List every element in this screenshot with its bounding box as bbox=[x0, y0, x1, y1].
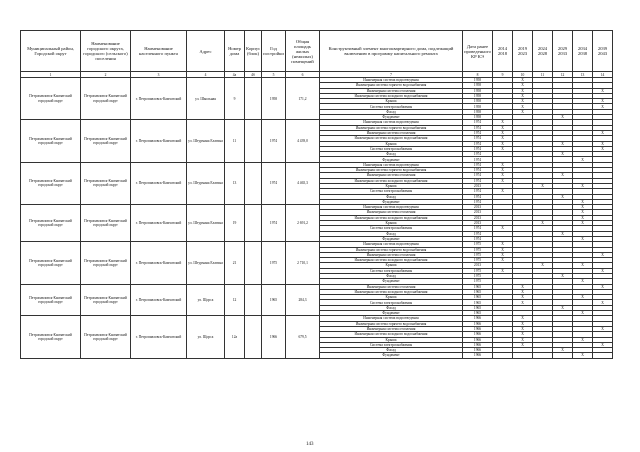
area-cell: 679,5 bbox=[286, 316, 320, 358]
period-mark-cell: X bbox=[593, 104, 613, 109]
period-mark-cell: X bbox=[513, 104, 533, 109]
register-sheet bbox=[20, 30, 613, 359]
period-mark-cell: X bbox=[593, 252, 613, 257]
period-mark-cell: X bbox=[513, 284, 533, 289]
settlement-cell: Петропавловск-Камчатский городской округ bbox=[81, 120, 131, 162]
district-cell: Петропавловск-Камчатский городской округ bbox=[21, 120, 81, 162]
structural-element-cell: Фасад bbox=[320, 348, 463, 353]
previous-repair-date-cell: 1958 bbox=[463, 99, 493, 104]
structural-element-cell: Инженерная система отопления bbox=[320, 88, 463, 93]
previous-repair-date-cell: 1974 bbox=[463, 125, 493, 130]
period-mark-cell: X bbox=[513, 316, 533, 321]
house-number-cell: 19 bbox=[225, 205, 245, 242]
period-mark-cell: X bbox=[493, 247, 513, 252]
period-mark-cell: X bbox=[513, 295, 533, 300]
structural-element-cell: Инженерная система водоотведения bbox=[320, 78, 463, 83]
build-year-cell: 1974 bbox=[262, 120, 286, 162]
col-index: 12 bbox=[553, 72, 573, 78]
address-cell: ул. Штурмана Елагина bbox=[187, 242, 225, 284]
previous-repair-date-cell: 1966 bbox=[463, 353, 493, 358]
col-index: 4б bbox=[245, 72, 262, 78]
build-year-cell: 1958 bbox=[262, 78, 286, 120]
structural-element-cell: Фасад bbox=[320, 305, 463, 310]
col-settlement-header: Наименование городского округа, городского (сельского) поселения bbox=[81, 31, 131, 72]
previous-repair-date-cell: 1974 bbox=[463, 162, 493, 167]
settlement-cell: Петропавловск-Камчатский городской округ bbox=[81, 242, 131, 284]
structural-element-cell: Крыша bbox=[320, 99, 463, 104]
building-cell bbox=[245, 78, 262, 120]
previous-repair-date-cell: 1974 bbox=[463, 194, 493, 199]
previous-repair-date-cell: 1965 bbox=[463, 289, 493, 294]
previous-repair-date-cell: 1974 bbox=[463, 199, 493, 204]
previous-repair-date-cell: 1958 bbox=[463, 104, 493, 109]
col-index: 1 bbox=[21, 72, 81, 78]
settlement-cell: Петропавловск-Камчатский городской округ bbox=[81, 284, 131, 316]
area-cell: 284,3 bbox=[286, 284, 320, 316]
table-row bbox=[21, 284, 613, 289]
structural-element-cell: Крыша bbox=[320, 221, 463, 226]
period-mark-cell: X bbox=[573, 295, 593, 300]
previous-repair-date-cell: 1966 bbox=[463, 321, 493, 326]
structural-element-cell: Система электроснабжения bbox=[320, 268, 463, 273]
period-mark-cell: X bbox=[493, 168, 513, 173]
structural-element-cell: Крыша bbox=[320, 295, 463, 300]
period-mark-cell: X bbox=[573, 279, 593, 284]
period-mark-cell: X bbox=[573, 236, 593, 241]
previous-repair-date-cell: 2013 bbox=[463, 263, 493, 268]
previous-repair-date-cell: 2013 bbox=[463, 215, 493, 220]
col-district-header: Муниципальный район, Городской округ bbox=[21, 31, 81, 72]
settlement-cell: Петропавловск-Камчатский городской округ bbox=[81, 78, 131, 120]
period-mark-cell: X bbox=[513, 321, 533, 326]
col-index: 14 bbox=[593, 72, 613, 78]
area-cell: 2 691,2 bbox=[286, 205, 320, 242]
period-mark-cell: X bbox=[573, 183, 593, 188]
area-cell: 171,2 bbox=[286, 78, 320, 120]
period-mark-cell: X bbox=[513, 342, 533, 347]
structural-element-cell: Инженерная система водоотведения bbox=[320, 162, 463, 167]
page-number: 143 bbox=[306, 442, 314, 447]
settlement-cell: Петропавловск-Камчатский городской округ bbox=[81, 162, 131, 204]
period-mark-cell: X bbox=[593, 146, 613, 151]
area-cell: 4 465,3 bbox=[286, 162, 320, 204]
col-index: 6 bbox=[286, 72, 320, 78]
previous-repair-date-cell: 1965 bbox=[463, 305, 493, 310]
structural-element-cell: Инженерная система водоотведения bbox=[320, 242, 463, 247]
previous-repair-date-cell: 1975 bbox=[463, 279, 493, 284]
period-mark-cell: X bbox=[513, 337, 533, 342]
previous-repair-date-cell: 1975 bbox=[463, 268, 493, 273]
structural-element-cell: Инженерная система холодного водоснабжения bbox=[320, 258, 463, 263]
structural-element-cell: Инженерная система отопления bbox=[320, 130, 463, 135]
col-index: 9 bbox=[493, 72, 513, 78]
period-mark-cell: X bbox=[593, 342, 613, 347]
period-mark-cell: X bbox=[593, 284, 613, 289]
previous-repair-date-cell: 1966 bbox=[463, 326, 493, 331]
col-period-header: 2029 2033 bbox=[553, 31, 573, 72]
col-locality-header: Наименование населенного пункта bbox=[131, 31, 187, 72]
previous-repair-date-cell: 2013 bbox=[463, 221, 493, 226]
previous-repair-date-cell: 1974 bbox=[463, 120, 493, 125]
structural-element-cell: Фундамент bbox=[320, 279, 463, 284]
col-address-header: Адрес bbox=[187, 31, 225, 72]
period-mark-cell: X bbox=[573, 353, 593, 358]
house-number-cell: 12а bbox=[225, 316, 245, 358]
previous-repair-date-cell: 1974 bbox=[463, 173, 493, 178]
structural-element-cell: Инженерная система отопления bbox=[320, 326, 463, 331]
col-area-header: Общая площадь жилых (нежилых) помещений bbox=[286, 31, 320, 72]
previous-repair-date-cell: 1966 bbox=[463, 342, 493, 347]
structural-element-cell: Крыша bbox=[320, 141, 463, 146]
structural-element-cell: Инженерная система отопления bbox=[320, 210, 463, 215]
period-mark-cell: X bbox=[493, 258, 513, 263]
previous-repair-date-cell: 1975 bbox=[463, 258, 493, 263]
period-mark-cell: X bbox=[493, 141, 513, 146]
structural-element-cell: Инженерная система горячего водоснабжения bbox=[320, 247, 463, 252]
previous-repair-date-cell: 1974 bbox=[463, 157, 493, 162]
col-house-header: Номер дома bbox=[225, 31, 245, 72]
area-cell: 2 710,1 bbox=[286, 242, 320, 284]
locality-cell: г. Петропавловск-Камчатский bbox=[131, 242, 187, 284]
previous-repair-date-cell: 1974 bbox=[463, 168, 493, 173]
house-number-cell: 21 bbox=[225, 242, 245, 284]
address-cell: ул. Штурмана Елагина bbox=[187, 120, 225, 162]
previous-repair-date-cell: 1974 bbox=[463, 231, 493, 236]
period-mark-cell: X bbox=[593, 268, 613, 273]
previous-repair-date-cell: 1965 bbox=[463, 300, 493, 305]
structural-element-cell: Инженерная система горячего водоснабжения bbox=[320, 168, 463, 173]
period-mark-cell: X bbox=[533, 183, 553, 188]
period-mark-cell: X bbox=[493, 242, 513, 247]
col-index: 10 bbox=[513, 72, 533, 78]
building-cell bbox=[245, 120, 262, 162]
structural-element-cell: Система электроснабжения bbox=[320, 300, 463, 305]
period-mark-cell: X bbox=[493, 120, 513, 125]
period-mark-cell: X bbox=[493, 130, 513, 135]
structural-element-cell: Инженерная система водоотведения bbox=[320, 316, 463, 321]
address-cell: ул. Штурмана Елагина bbox=[187, 162, 225, 204]
period-mark-cell: X bbox=[593, 99, 613, 104]
period-mark-cell: X bbox=[493, 226, 513, 231]
period-mark-cell: X bbox=[493, 173, 513, 178]
structural-element-cell: Фасад bbox=[320, 231, 463, 236]
col-period-header: 2014 2018 bbox=[493, 31, 513, 72]
period-mark-cell: X bbox=[513, 78, 533, 83]
period-mark-cell: X bbox=[493, 189, 513, 194]
district-cell: Петропавловск-Камчатский городской округ bbox=[21, 205, 81, 242]
period-mark-cell: X bbox=[513, 326, 533, 331]
structural-element-cell: Крыша bbox=[320, 337, 463, 342]
col-year-header: Год постройки bbox=[262, 31, 286, 72]
col-period-header: 2034 2038 bbox=[573, 31, 593, 72]
period-mark-cell bbox=[493, 353, 513, 358]
previous-repair-date-cell: 1974 bbox=[463, 189, 493, 194]
previous-repair-date-cell: 1974 bbox=[463, 226, 493, 231]
previous-repair-date-cell: 2013 bbox=[463, 210, 493, 215]
period-mark-cell: X bbox=[573, 157, 593, 162]
period-mark-cell: X bbox=[593, 130, 613, 135]
period-mark-cell: X bbox=[493, 125, 513, 130]
previous-repair-date-cell: 1958 bbox=[463, 115, 493, 120]
col-date-header: Дата ранее проведенного КР КЭ bbox=[463, 31, 493, 72]
period-mark-cell: X bbox=[553, 115, 573, 120]
period-mark-cell: X bbox=[513, 83, 533, 88]
period-mark-cell: X bbox=[553, 305, 573, 310]
build-year-cell: 1966 bbox=[262, 316, 286, 358]
structural-element-cell: Инженерная система отопления bbox=[320, 252, 463, 257]
col-index: 5 bbox=[262, 72, 286, 78]
structural-element-cell: Инженерная система холодного водоснабжения bbox=[320, 215, 463, 220]
structural-element-cell: Фундамент bbox=[320, 236, 463, 241]
district-cell: Петропавловск-Камчатский городской округ bbox=[21, 162, 81, 204]
build-year-cell: 1974 bbox=[262, 205, 286, 242]
period-mark-cell bbox=[553, 353, 573, 358]
period-mark-cell: X bbox=[513, 88, 533, 93]
table-row bbox=[21, 78, 613, 83]
structural-element-cell: Крыша bbox=[320, 183, 463, 188]
structural-element-cell: Инженерная система отопления bbox=[320, 284, 463, 289]
previous-repair-date-cell: 1958 bbox=[463, 109, 493, 114]
settlement-cell: Петропавловск-Камчатский городской округ bbox=[81, 205, 131, 242]
period-mark-cell: X bbox=[553, 231, 573, 236]
previous-repair-date-cell: 1974 bbox=[463, 152, 493, 157]
structural-element-cell: Фасад bbox=[320, 273, 463, 278]
period-mark-cell: X bbox=[513, 289, 533, 294]
period-mark-cell bbox=[513, 353, 533, 358]
period-mark-cell: X bbox=[553, 273, 573, 278]
structural-element-cell: Инженерная система водоотведения bbox=[320, 205, 463, 210]
building-cell bbox=[245, 242, 262, 284]
period-mark-cell: X bbox=[513, 332, 533, 337]
period-mark-cell: X bbox=[573, 210, 593, 215]
col-building-header: Корпус (блок) bbox=[245, 31, 262, 72]
house-number-cell: 12 bbox=[225, 284, 245, 316]
structural-element-cell: Фундамент bbox=[320, 199, 463, 204]
building-cell bbox=[245, 205, 262, 242]
locality-cell: г. Петропавловск-Камчатский bbox=[131, 284, 187, 316]
structural-element-cell: Система электроснабжения bbox=[320, 226, 463, 231]
structural-element-cell: Фасад bbox=[320, 152, 463, 157]
locality-cell: г. Петропавловск-Камчатский bbox=[131, 120, 187, 162]
period-mark-cell: X bbox=[573, 205, 593, 210]
col-index: 13 bbox=[573, 72, 593, 78]
period-mark-cell: X bbox=[593, 141, 613, 146]
period-mark-cell: X bbox=[493, 162, 513, 167]
previous-repair-date-cell: 1966 bbox=[463, 348, 493, 353]
address-cell: ул. Штурмана Елагина bbox=[187, 205, 225, 242]
col-period-header: 2019 2023 bbox=[513, 31, 533, 72]
district-cell: Петропавловск-Камчатский городской округ bbox=[21, 242, 81, 284]
structural-element-cell: Фасад bbox=[320, 194, 463, 199]
district-cell: Петропавловск-Камчатский городской округ bbox=[21, 316, 81, 358]
period-mark-cell: X bbox=[513, 99, 533, 104]
district-cell: Петропавловск-Камчатский городской округ bbox=[21, 284, 81, 316]
period-mark-cell: X bbox=[533, 263, 553, 268]
previous-repair-date-cell: 1974 bbox=[463, 236, 493, 241]
previous-repair-date-cell: 1965 bbox=[463, 295, 493, 300]
previous-repair-date-cell: 1975 bbox=[463, 273, 493, 278]
structural-element-cell: Инженерная система горячего водоснабжения bbox=[320, 125, 463, 130]
address-cell: ул. Щорса bbox=[187, 316, 225, 358]
previous-repair-date-cell: 1974 bbox=[463, 141, 493, 146]
col-element-header: Конструктивный элемент многоквартирного дома, подлежащий включению в программу капитального ремонта bbox=[320, 31, 463, 72]
structural-element-cell: Система электроснабжения bbox=[320, 342, 463, 347]
house-number-cell: 11 bbox=[225, 120, 245, 162]
previous-repair-date-cell: 2013 bbox=[463, 205, 493, 210]
previous-repair-date-cell: 1974 bbox=[463, 178, 493, 183]
period-mark-cell: X bbox=[593, 88, 613, 93]
locality-cell: г. Петропавловск-Камчатский bbox=[131, 316, 187, 358]
period-mark-cell: X bbox=[573, 215, 593, 220]
structural-element-cell: Инженерная система горячего водоснабжения bbox=[320, 83, 463, 88]
settlement-cell: Петропавловск-Камчатский городской округ bbox=[81, 316, 131, 358]
previous-repair-date-cell: 1974 bbox=[463, 136, 493, 141]
house-number-cell: 9 bbox=[225, 78, 245, 120]
address-cell: ул. Школьная bbox=[187, 78, 225, 120]
building-cell bbox=[245, 162, 262, 204]
build-year-cell: 1975 bbox=[262, 242, 286, 284]
period-mark-cell: X bbox=[493, 178, 513, 183]
structural-element-cell: Фундамент bbox=[320, 157, 463, 162]
col-period-header: 2039 2043 bbox=[593, 31, 613, 72]
period-mark-cell: X bbox=[573, 263, 593, 268]
previous-repair-date-cell: 1965 bbox=[463, 311, 493, 316]
table-row bbox=[21, 316, 613, 321]
structural-element-cell: Крыша bbox=[320, 263, 463, 268]
period-mark-cell: X bbox=[573, 199, 593, 204]
table-body bbox=[21, 78, 613, 359]
period-mark-cell: X bbox=[553, 173, 573, 178]
locality-cell: г. Петропавловск-Камчатский bbox=[131, 78, 187, 120]
period-mark-cell: X bbox=[493, 252, 513, 257]
previous-repair-date-cell: 1965 bbox=[463, 284, 493, 289]
locality-cell: г. Петропавловск-Камчатский bbox=[131, 162, 187, 204]
building-cell bbox=[245, 284, 262, 316]
period-mark-cell: X bbox=[593, 300, 613, 305]
period-mark-cell: X bbox=[513, 300, 533, 305]
area-cell: 4 439,0 bbox=[286, 120, 320, 162]
period-mark-cell: X bbox=[533, 221, 553, 226]
previous-repair-date-cell: 1958 bbox=[463, 83, 493, 88]
structural-element-cell: Система электроснабжения bbox=[320, 189, 463, 194]
period-mark-cell bbox=[593, 353, 613, 358]
period-mark-cell: X bbox=[493, 146, 513, 151]
structural-element-cell: Инженерная система холодного водоснабжения bbox=[320, 289, 463, 294]
col-period-header: 2024 2028 bbox=[533, 31, 553, 72]
structural-element-cell: Инженерная система холодного водоснабжения bbox=[320, 178, 463, 183]
previous-repair-date-cell: 1975 bbox=[463, 252, 493, 257]
period-mark-cell: X bbox=[553, 141, 573, 146]
col-index: 4a bbox=[225, 72, 245, 78]
period-mark-cell: X bbox=[553, 152, 573, 157]
previous-repair-date-cell: 1966 bbox=[463, 332, 493, 337]
period-mark-cell: X bbox=[553, 194, 573, 199]
period-mark-cell: X bbox=[513, 109, 533, 114]
structural-element-cell: Инженерная система холодного водоснабжения bbox=[320, 332, 463, 337]
district-cell: Петропавловск-Камчатский городской округ bbox=[21, 78, 81, 120]
header-row bbox=[21, 31, 613, 72]
structural-element-cell: Инженерная система водоотведения bbox=[320, 120, 463, 125]
previous-repair-date-cell: 1975 bbox=[463, 242, 493, 247]
structural-element-cell: Инженерная система отопления bbox=[320, 173, 463, 178]
col-index: 8 bbox=[463, 72, 493, 78]
structural-element-cell: Система электроснабжения bbox=[320, 104, 463, 109]
previous-repair-date-cell: 1966 bbox=[463, 337, 493, 342]
col-index: 4 bbox=[187, 72, 225, 78]
structural-element-cell: Фундамент bbox=[320, 311, 463, 316]
structural-element-cell: Фундамент bbox=[320, 115, 463, 120]
previous-repair-date-cell: 1958 bbox=[463, 93, 493, 98]
period-mark-cell: X bbox=[573, 311, 593, 316]
period-mark-cell: X bbox=[593, 326, 613, 331]
structural-element-cell: Система электроснабжения bbox=[320, 146, 463, 151]
period-mark-cell: X bbox=[513, 93, 533, 98]
structural-element-cell: Инженерная система горячего водоснабжения bbox=[320, 321, 463, 326]
period-mark-cell: X bbox=[493, 136, 513, 141]
previous-repair-date-cell: 1966 bbox=[463, 316, 493, 321]
col-index: 7 bbox=[320, 72, 463, 78]
previous-repair-date-cell: 1958 bbox=[463, 88, 493, 93]
building-cell bbox=[245, 316, 262, 358]
previous-repair-date-cell: 1974 bbox=[463, 130, 493, 135]
col-index: 11 bbox=[533, 72, 553, 78]
repair-program-table bbox=[20, 30, 613, 359]
period-mark-cell: X bbox=[493, 268, 513, 273]
col-index: 2 bbox=[81, 72, 131, 78]
period-mark-cell bbox=[533, 353, 553, 358]
locality-cell: г. Петропавловск-Камчатский bbox=[131, 205, 187, 242]
structural-element-cell: Фасад bbox=[320, 109, 463, 114]
period-mark-cell: X bbox=[573, 337, 593, 342]
address-cell: ул. Щорса bbox=[187, 284, 225, 316]
structural-element-cell: Фундамент bbox=[320, 353, 463, 358]
build-year-cell: 1974 bbox=[262, 162, 286, 204]
house-number-cell: 13 bbox=[225, 162, 245, 204]
previous-repair-date-cell: 1958 bbox=[463, 78, 493, 83]
previous-repair-date-cell: 1974 bbox=[463, 146, 493, 151]
build-year-cell: 1965 bbox=[262, 284, 286, 316]
col-index: 3 bbox=[131, 72, 187, 78]
previous-repair-date-cell: 1975 bbox=[463, 247, 493, 252]
structural-element-cell: Инженерная система холодного водоснабжения bbox=[320, 93, 463, 98]
period-mark-cell: X bbox=[553, 348, 573, 353]
period-mark-cell: X bbox=[573, 221, 593, 226]
structural-element-cell: Инженерная система холодного водоснабжения bbox=[320, 136, 463, 141]
previous-repair-date-cell: 2013 bbox=[463, 183, 493, 188]
